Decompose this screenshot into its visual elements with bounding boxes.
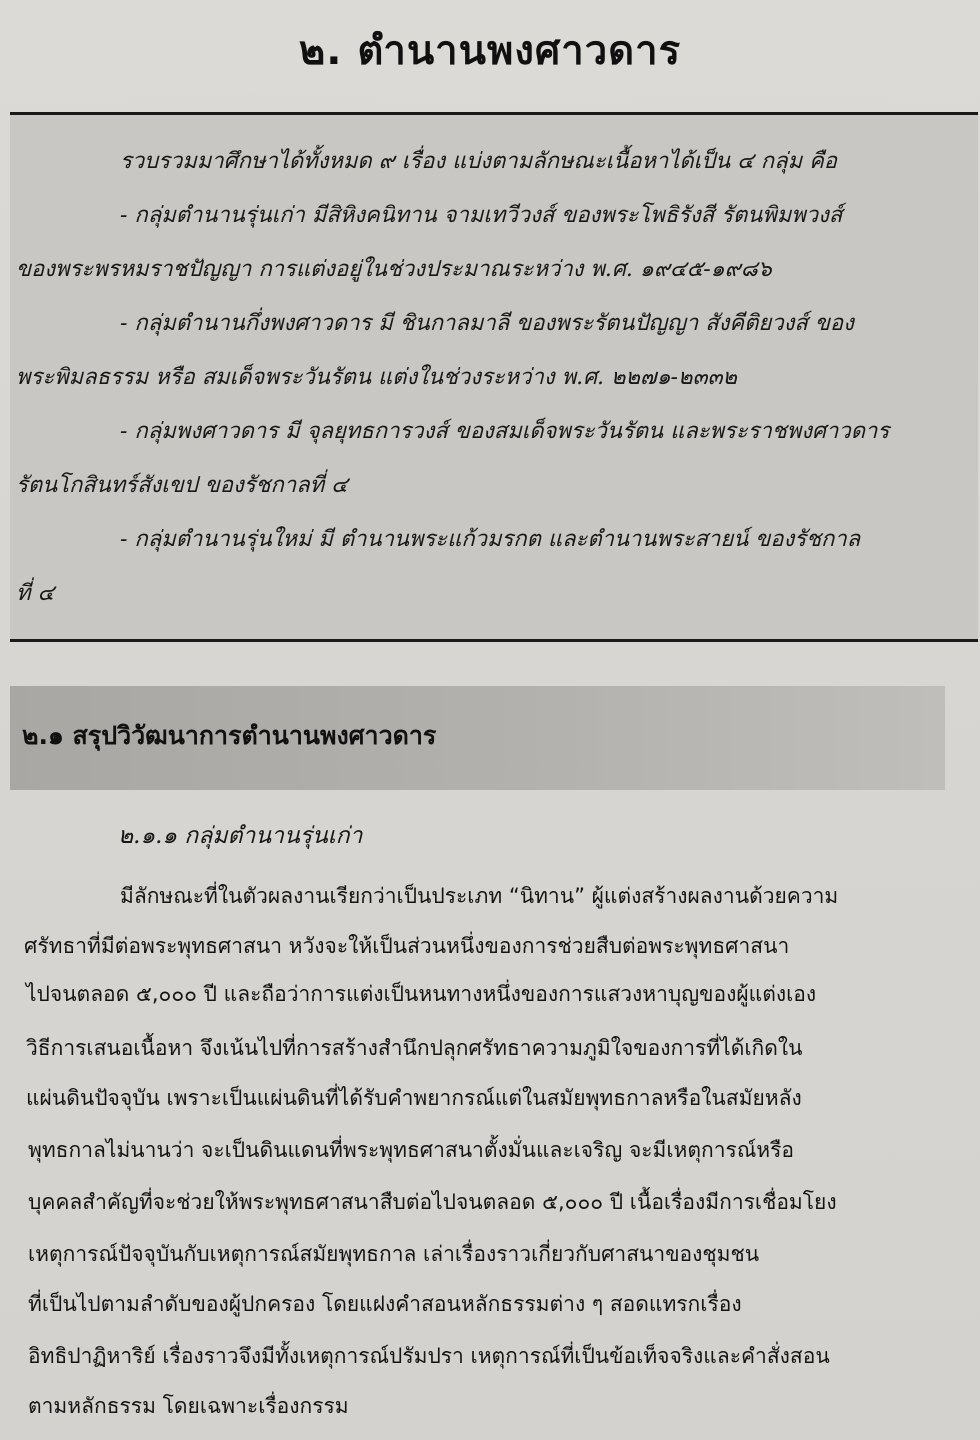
summary-line: - กลุ่มตำนานรุ่นเก่า มีสิหิงคนิทาน จามเทวีวงส์ ของพระโพธิรังสี รัตนพิมพวงส์	[120, 203, 843, 228]
body-line: เหตุการณ์ปัจจุบันกับเหตุการณ์สมัยพุทธกาล เล่าเรื่องราวเกี่ยวกับศาสนาของชุมชน	[28, 1242, 760, 1266]
body-line: ที่เป็นไปตามลำดับของผู้ปกครอง โดยแฝงคำสอนหลักธรรมต่าง ๆ สอดแทรกเรื่อง	[28, 1292, 742, 1316]
body-line: วิธีการเสนอเนื้อหา จึงเน้นไปที่การสร้างสำนึกปลุกศรัทธาความภูมิใจของการที่ได้เกิดใน	[26, 1036, 803, 1060]
summary-line: รัตนโกสินทร์สังเขป ของรัชกาลที่ ๔	[16, 473, 348, 498]
chapter-title: ๒. ตำนานพงศาวดาร	[298, 28, 682, 74]
section-heading-bar	[10, 686, 945, 790]
summary-box	[10, 112, 978, 642]
body-line: พุทธกาลไม่นานว่า จะเป็นดินแดนที่พระพุทธศาสนาตั้งมั่นและเจริญ จะมีเหตุการณ์หรือ	[28, 1138, 795, 1162]
body-line: อิทธิปาฏิหาริย์ เรื่องราวจึงมีทั้งเหตุการณ์ปรัมปรา เหตุการณ์ที่เป็นข้อเท็จจริงและคำสั่งสอน	[28, 1344, 830, 1368]
body-line: ไปจนตลอด ๕,๐๐๐ ปี และถือว่าการแต่งเป็นหนทางหนึ่งของการแสวงหาบุญของผู้แต่งเอง	[26, 982, 817, 1006]
summary-line: พระพิมลธรรม หรือ สมเด็จพระวันรัตน แต่งในช่วงระหว่าง พ.ศ. ๒๒๗๑-๒๓๓๒	[16, 365, 738, 390]
body-line: ตามหลักธรรม โดยเฉพาะเรื่องกรรม	[28, 1394, 349, 1418]
body-line: มีลักษณะที่ในตัวผลงานเรียกว่าเป็นประเภท “นิทาน” ผู้แต่งสร้างผลงานด้วยความ	[120, 884, 839, 908]
body-line: บุคคลสำคัญที่จะช่วยให้พระพุทธศาสนาสืบต่อไปจนตลอด ๕,๐๐๐ ปี เนื้อเรื่องมีการเชื่อมโยง	[28, 1190, 837, 1214]
body-line: ศรัทธาที่มีต่อพระพุทธศาสนา หวังจะให้เป็นส่วนหนึ่งของการช่วยสืบต่อพระพุทธศาสนา	[24, 934, 790, 958]
summary-line: - กลุ่มพงศาวดาร มี จุลยุทธการวงส์ ของสมเด็จพระวันรัตน และพระราชพงศาวดาร	[120, 419, 890, 444]
summary-line: - กลุ่มตำนานกึ่งพงศาวดาร มี ชินกาลมาลี ของพระรัตนปัญญา สังคีติยวงส์ ของ	[120, 311, 854, 336]
summary-line: ที่ ๔	[16, 581, 55, 606]
summary-line: ของพระพรหมราชปัญญา การแต่งอยู่ในช่วงประมาณระหว่าง พ.ศ. ๑๙๔๕-๑๙๘๖	[16, 257, 772, 282]
section-title: ๒.๑ สรุปวิวัฒนาการตำนานพงศาวดาร	[22, 721, 437, 750]
subsection-title: ๒.๑.๑ กลุ่มตำนานรุ่นเก่า	[118, 823, 363, 849]
summary-line: รวบรวมมาศึกษาได้ทั้งหมด ๙ เรื่อง แบ่งตามลักษณะเนื้อหาได้เป็น ๔ กลุ่ม คือ	[120, 149, 837, 174]
body-line: แผ่นดินปัจจุบัน เพราะเป็นแผ่นดินที่ได้รับคำพยากรณ์แต่ในสมัยพุทธกาลหรือในสมัยหลัง	[26, 1086, 802, 1110]
summary-line: - กลุ่มตำนานรุ่นใหม่ มี ตำนานพระแก้วมรกต และตำนานพระสายน์ ของรัชกาล	[120, 527, 861, 552]
